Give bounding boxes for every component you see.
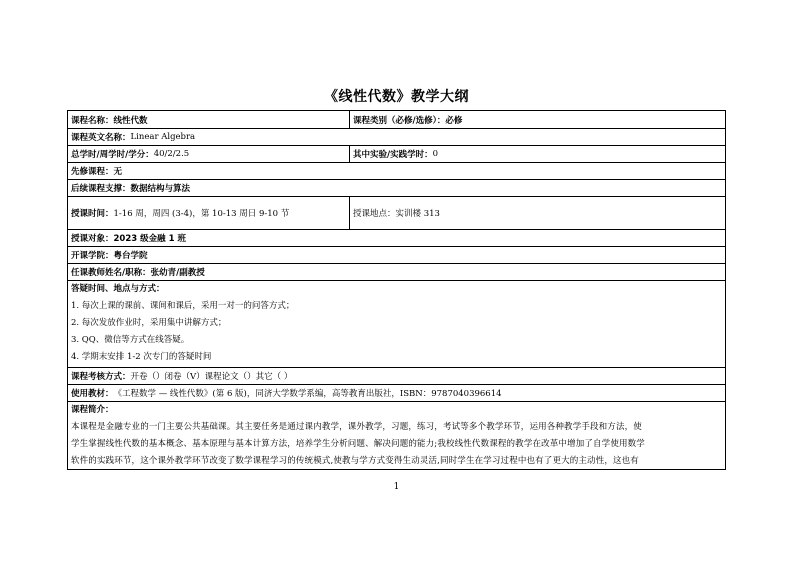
lab-hours-label: 其中实验/实践学时： [353, 150, 433, 160]
textbook-label: 使用教材： [71, 389, 114, 399]
row-course-name [68, 111, 725, 128]
english-name-label: 课程英文名称： [71, 133, 131, 143]
assessment-value: 开卷（）闭卷（V）课程论文（）其它（ ） [130, 372, 293, 382]
hours-label: 总学时/周学时/学分： [71, 150, 154, 160]
row-qa [68, 280, 725, 367]
assessment-label: 课程考核方式： [71, 372, 131, 382]
page-number: 1 [393, 482, 400, 492]
prerequisite-label: 先修课程： [71, 167, 114, 177]
college-cell [68, 247, 725, 263]
schedule-label: 授课时间： [71, 209, 114, 219]
row-follow-up [68, 179, 725, 196]
audience-value: 2023 级金融 1 班 [113, 234, 186, 244]
qa-item: 2. 每次发放作业时，采用集中讲解方式； [71, 318, 227, 328]
english-name-cell [68, 129, 725, 145]
follow-up-label: 后续课程支撑： [71, 184, 131, 194]
syllabus-table [67, 110, 726, 470]
row-intro [68, 401, 725, 469]
course-name-label: 课程名称： [71, 115, 114, 126]
assessment-cell [68, 368, 725, 384]
qa-item: 3. QQ、微信等方式在线答疑。 [71, 335, 190, 345]
college-label: 开课学院： [71, 251, 114, 261]
follow-up-cell [68, 180, 725, 196]
course-type-label: 课程类别（必修/选修）： [353, 115, 446, 126]
location-value: 实训楼 313 [395, 209, 440, 219]
qa-item: 1. 每次上课的课前、课间和课后，采用一对一的问答方式； [71, 301, 295, 311]
course-name-value: 线性代数 [113, 115, 148, 126]
lab-hours-value: 0 [432, 149, 439, 159]
qa-label: 答疑时间、地点与方式： [71, 284, 165, 294]
schedule-value: 1-16 周，周四 (3-4)，第 10-13 周日 9-10 节 [113, 209, 290, 219]
location-label: 授课地点： [353, 209, 396, 219]
teacher-value: 张幼青/副教授 [150, 268, 205, 278]
intro-label: 课程简介： [71, 405, 114, 415]
hours-value: 40/2/2.5 [153, 149, 190, 159]
follow-up-value: 数据结构与算法 [130, 184, 191, 194]
intro-cell [68, 402, 725, 469]
teacher-cell [68, 264, 725, 280]
row-assessment [68, 367, 725, 384]
english-name-value: Linear Algebra [130, 132, 196, 142]
row-teacher [68, 263, 725, 280]
intro-line: 软件的实践环节，这个课外教学环节改变了数学课程学习的传统模式,使教与学方式变得生动灵活,同时学生在学习过程中也有了更大的主动性，这也有 [71, 456, 639, 466]
audience-label: 授课对象： [71, 234, 114, 244]
textbook-value: 《工程数学 — 线性代数》(第 6 版)，同济大学数学系编，高等教育出版社，ISBN：9787040396614 [113, 389, 502, 399]
schedule-cell [68, 197, 350, 229]
document-title: 《线性代数》教学大纲 [324, 89, 469, 105]
prerequisite-value: 无 [113, 167, 123, 177]
intro-line: 本课程是金融专业的一门主要公共基础课。其主要任务是通过课内教学，课外教学，习题，练习，考试等多个教学环节，运用各种教学手段和方法，使 [71, 422, 642, 432]
lab-hours-cell [350, 146, 725, 162]
course-name-cell [68, 111, 350, 128]
prerequisite-cell [68, 163, 725, 179]
textbook-cell [68, 385, 725, 401]
location-cell [350, 197, 725, 229]
row-textbook [68, 384, 725, 401]
row-audience [68, 229, 725, 246]
row-college [68, 246, 725, 263]
row-english-name [68, 128, 725, 145]
qa-item: 4. 学期末安排 1-2 次专门的答疑时间 [71, 352, 212, 362]
audience-cell [68, 230, 725, 246]
row-hours [68, 145, 725, 162]
teacher-label: 任课教师姓名/职称： [71, 268, 151, 278]
course-type-cell [350, 111, 725, 128]
row-schedule [68, 196, 725, 229]
row-prerequisite [68, 162, 725, 179]
hours-cell [68, 146, 350, 162]
course-type-value: 必修 [445, 115, 463, 126]
qa-cell [68, 281, 725, 367]
college-value: 粤台学院 [113, 251, 148, 261]
intro-line: 学生掌握线性代数的基本概念、基本原理与基本计算方法，培养学生分析问题、解决问题的能力;我校线性代数课程的教学在改革中增加了自学使用数学 [71, 439, 645, 449]
